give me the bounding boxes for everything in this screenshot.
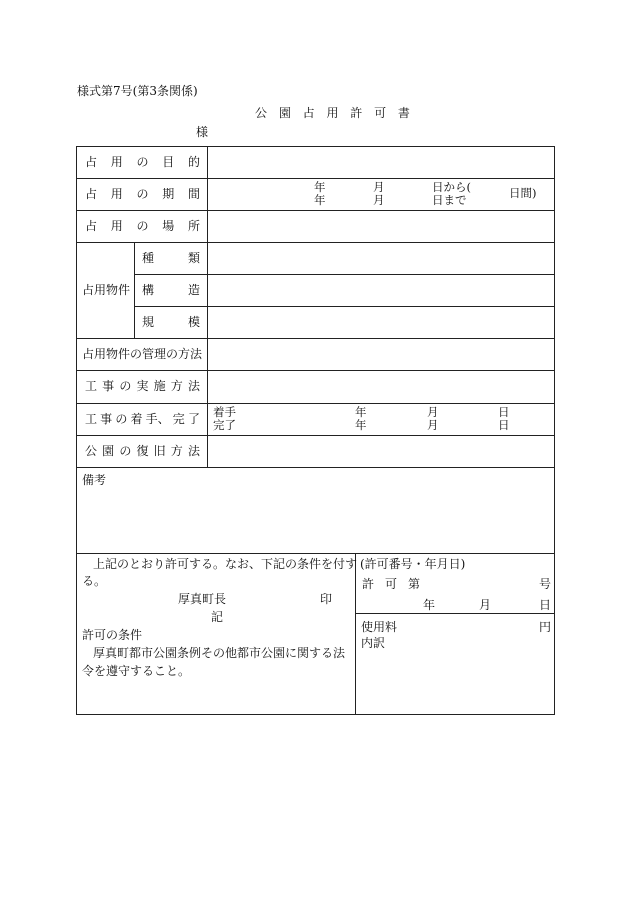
period-day-until: 日まで	[432, 193, 467, 207]
period-day-from: 日から(	[432, 180, 471, 194]
column-divider	[134, 242, 135, 338]
addressee-suffix: 様	[196, 125, 209, 139]
label-purpose: 占 用 の 目 的	[85, 155, 200, 169]
mayor-title: 厚真町長	[178, 592, 227, 606]
form-number: 様式第7号(第3条関係)	[77, 84, 198, 98]
period-year-from: 年	[314, 180, 326, 194]
label-start-finish: 工 事 の 着 手、 完 了	[85, 412, 200, 426]
row-divider	[77, 242, 554, 243]
conditions-line1: 厚真町都市公園条例その他都市公園に関する法	[93, 646, 346, 660]
conditions-title: 許可の条件	[82, 628, 143, 642]
permit-month: 月	[479, 598, 492, 612]
row-divider	[77, 435, 554, 436]
permit-number-label: 許 可 第	[362, 577, 420, 591]
row-divider	[77, 338, 554, 339]
label-restoration-method: 公 園 の 復 旧 方 法	[85, 444, 200, 458]
permit-day: 日	[539, 598, 552, 612]
label-remarks: 備考	[82, 473, 107, 487]
period-year-until: 年	[314, 193, 326, 207]
row-divider	[134, 274, 554, 275]
seal-mark: 印	[320, 592, 333, 606]
label-scale: 規 模	[142, 315, 200, 329]
permit-form-table	[76, 146, 555, 715]
approval-statement-line1: 上記のとおり許可する。なお、下記の条件を付す	[93, 557, 358, 571]
row-divider	[77, 178, 554, 179]
period-month-from: 月	[373, 180, 385, 194]
breakdown-label: 内訳	[361, 636, 386, 650]
row-divider	[77, 403, 554, 404]
start-label: 着手	[213, 405, 236, 419]
column-divider	[207, 147, 208, 467]
permit-year: 年	[423, 598, 436, 612]
row-divider	[77, 370, 554, 371]
label-period: 占 用 の 期 間	[85, 187, 200, 201]
label-management-method: 占用物件の管理の方法	[82, 347, 203, 361]
document-title: 公 園 占 用 許 可 書	[255, 106, 414, 120]
permit-number-suffix: 号	[539, 577, 552, 591]
column-divider	[355, 553, 356, 714]
conditions-line2: 令を遵守すること。	[82, 664, 191, 678]
label-execution-method: 工 事 の 実 施 方 法	[85, 379, 200, 393]
label-occupied-objects: 占用物件	[82, 283, 131, 297]
start-month: 月	[427, 405, 439, 419]
permit-number-header: (許可番号・年月日)	[360, 557, 466, 571]
label-kind: 種 類	[142, 251, 200, 265]
note-heading: 記	[211, 610, 224, 624]
row-divider	[355, 613, 554, 614]
label-location: 占 用 の 場 所	[85, 219, 200, 233]
period-days-count: 日間)	[509, 186, 537, 200]
approval-statement-line2: る。	[82, 574, 107, 588]
finish-label: 完了	[213, 418, 236, 432]
row-divider	[77, 553, 554, 554]
start-year: 年	[355, 405, 367, 419]
finish-year: 年	[355, 418, 367, 432]
fee-label: 使用料	[361, 620, 398, 634]
finish-day: 日	[498, 418, 510, 432]
start-day: 日	[498, 405, 510, 419]
finish-month: 月	[427, 418, 439, 432]
row-divider	[134, 306, 554, 307]
label-structure: 構 造	[142, 283, 200, 297]
fee-unit: 円	[539, 620, 552, 634]
period-month-until: 月	[373, 193, 385, 207]
row-divider	[77, 467, 554, 468]
row-divider	[77, 210, 554, 211]
